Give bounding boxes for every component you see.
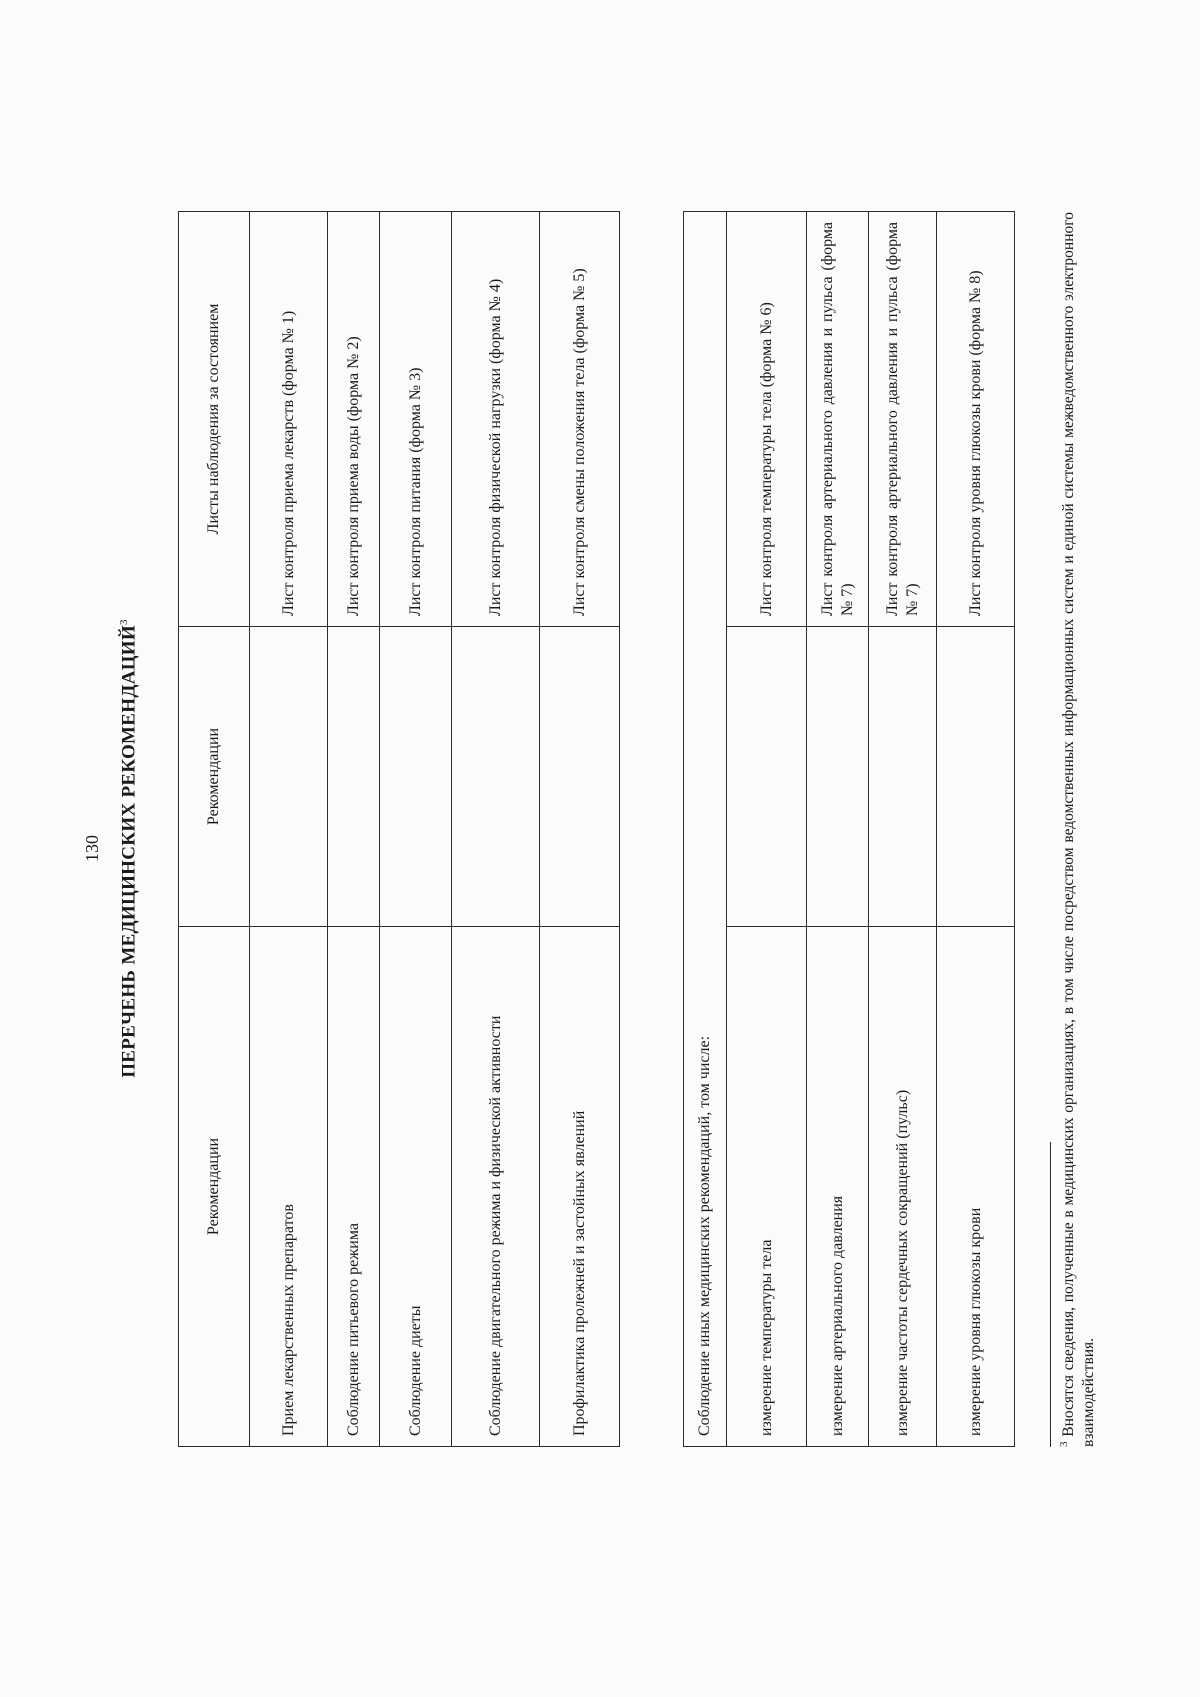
column-header-recommendations: Рекомендации xyxy=(179,927,250,1447)
table-row xyxy=(869,211,937,1446)
other-recommendations-table xyxy=(683,211,1015,1447)
recommendation-cell: измерение температуры тела xyxy=(727,927,807,1447)
empty-cell xyxy=(540,627,620,927)
recommendation-cell: Соблюдение диеты xyxy=(380,927,452,1447)
title-text: ПЕРЕЧЕНЬ МЕДИЦИНСКИХ РЕКОМЕНДАЦИЙ xyxy=(118,625,140,1078)
table-row xyxy=(727,211,807,1446)
footnote-text: Вносятся сведения, полученные в медицинских организациях, в том числе посредством ведомственных информационных систем и единой системы межведомственного электронного взаимодействия. xyxy=(1060,212,1097,1447)
observation-sheet-cell: Лист контроля артериального давления и пульса (форма № 7) xyxy=(869,211,937,626)
recommendation-cell: Соблюдение двигательного режима и физической активности xyxy=(452,927,540,1447)
table-row xyxy=(328,212,380,1447)
table-row xyxy=(937,211,1015,1446)
recommendation-cell: измерение уровня глюкозы крови xyxy=(937,927,1015,1447)
observation-sheet-cell: Лист контроля физической нагрузки (форма № 4) xyxy=(452,212,540,627)
page-title xyxy=(118,0,140,1697)
recommendation-cell: измерение артериального давления xyxy=(807,927,869,1447)
observation-sheet-cell: Лист контроля артериального давления и пульса (форма № 7) xyxy=(807,211,869,626)
column-header-recommendations-2: Рекомендации xyxy=(179,627,250,927)
column-header-observation-sheets: Листы наблюдения за состоянием xyxy=(179,212,250,627)
empty-cell xyxy=(807,627,869,927)
observation-sheet-cell: Лист контроля приема воды (форма № 2) xyxy=(328,212,380,627)
empty-cell xyxy=(452,627,540,927)
recommendation-cell: Профилактика пролежней и застойных явлений xyxy=(540,927,620,1447)
observation-sheet-cell: Лист контроля смены положения тела (форма № 5) xyxy=(540,212,620,627)
empty-cell xyxy=(380,627,452,927)
observation-sheet-cell: Лист контроля температуры тела (форма № 6) xyxy=(727,211,807,626)
empty-cell xyxy=(250,627,328,927)
footnote-marker: 3 xyxy=(1058,1441,1070,1447)
recommendation-cell: измерение частоты сердечных сокращений (пульс) xyxy=(869,927,937,1447)
page-number: 130 xyxy=(82,835,102,862)
table-row xyxy=(250,212,328,1447)
recommendations-table xyxy=(178,211,620,1447)
section-header-cell: Соблюдение иных медицинских рекомендаций, том числе: xyxy=(684,211,727,1446)
table-row xyxy=(807,211,869,1446)
table-row xyxy=(380,212,452,1447)
empty-cell xyxy=(727,627,807,927)
recommendation-cell: Прием лекарственных препаратов xyxy=(250,927,328,1447)
footnote xyxy=(1058,212,1098,1447)
empty-cell xyxy=(328,627,380,927)
observation-sheet-cell: Лист контроля уровня глюкозы крови (форма № 8) xyxy=(937,211,1015,626)
footnote-divider xyxy=(1050,1142,1051,1447)
table-header-row xyxy=(179,212,250,1447)
section-header-row xyxy=(684,211,727,1446)
table-row xyxy=(452,212,540,1447)
empty-cell xyxy=(937,627,1015,927)
recommendation-cell: Соблюдение питьевого режима xyxy=(328,927,380,1447)
empty-cell xyxy=(869,627,937,927)
observation-sheet-cell: Лист контроля питания (форма № 3) xyxy=(380,212,452,627)
table-row xyxy=(540,212,620,1447)
title-footnote-ref: 3 xyxy=(118,619,130,626)
observation-sheet-cell: Лист контроля приема лекарств (форма № 1) xyxy=(250,212,328,627)
